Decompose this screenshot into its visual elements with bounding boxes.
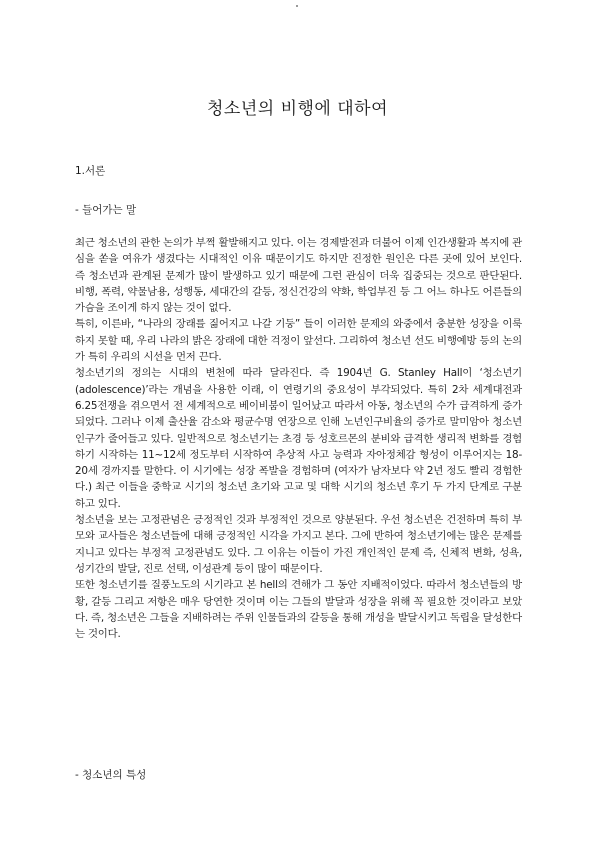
body-text: [75, 235, 522, 642]
page-marker-dot: [296, 5, 298, 7]
subheading-intro: - 들어가는 말: [75, 204, 137, 216]
section-heading: 1.서론: [75, 165, 106, 177]
document-title: 청소년의 비행에 대하여: [206, 99, 389, 119]
subheading-characteristics: - 청소년의 특성: [75, 769, 147, 781]
paragraph: 청소년기의 정의는 시대의 변천에 따라 달라진다. 즉 1904년 G. Stanley Hall이 ‘청소년기(adolescence)’라는 개념을 사용한 이래, 이 연령기의 중요성이 부각되었다. 특히 2차 세계대전과 6.25전쟁을 겪으면서 전 세계적으로 베이비붐이 일어났고 따라서 아동, 청소년의 수가 급격하게 증가되었다. 그러나 이제 출산율 감소와 평균수명 연장으로 인해 노년인구비율의 증가로 말미암아 청소년 인구가 줄어들고 있다. 일반적으로 청소년기는 초경 등 성호르몬의 분비와 급격한 생리적 변화를 경험하기 시작하는 11~12세 정도부터 시작하여 추상적 사고 능력과 자아정체감 형성이 이루어지는 18-20세 경까지를 말한다. 이 시기에는 성장 폭발을 경험하며 (여자가 남자보다 약 2년 정도 빨리 경험한다.) 최근 이들을 중학교 시기의 청소년 초기와 고교 및 대학 시기의 청소년 후기 두 가지 단계로 구분하고 있다.: [75, 367, 522, 510]
paragraph: 특히, 이른바, “나라의 장래를 짊어지고 나갈 기둥” 들이 이러한 문제의 와중에서 충분한 성장을 이룩하지 못할 때, 우리 나라의 밝은 장래에 대한 걱정이 앞선다. 그리하여 청소년 선도 비행예방 등의 논의가 특히 우리의 시선을 먼저 끈다.: [75, 318, 522, 364]
paragraph: 최근 청소년의 관한 논의가 부쩍 활발해지고 있다. 이는 경제발전과 더불어 이제 인간생활과 복지에 관심을 쏟을 여유가 생겼다는 시대적인 이유 때문이기도 하지만 진정한 원인은 다른 곳에 있어 보인다. 즉 청소년과 관계된 문제가 많이 발생하고 있기 때문에 그런 관심이 더욱 집중되는 것으로 판단된다. 비행, 폭력, 약물남용, 성행동, 세대간의 갈등, 정신건강의 약화, 학업부진 등 그 어느 하나도 어른들의 가슴을 조이게 하지 않는 것이 없다.: [75, 237, 522, 315]
paragraph: 또한 청소년기를 질풍노도의 시기라고 본 hell의 견해가 그 동안 지배적이었다. 따라서 청소년들의 방황, 갈등 그리고 저항은 매우 당연한 것이며 이는 그들의 발달과 성장을 위해 꼭 필요한 것이라고 보았다. 즉, 청소년은 그들을 지배하려는 주위 인물들과의 갈등을 통해 개성을 발달시키고 독립을 달성한다는 것이다.: [75, 579, 522, 641]
paragraph: 청소년을 보는 고정관념은 긍정적인 것과 부정적인 것으로 양분된다. 우선 청소년은 건전하며 특히 부모와 교사들은 청소년들에 대해 긍정적인 시각을 가지고 본다. 그에 반하여 청소년기에는 많은 문제를 지니고 있다는 부정적 고정관념도 있다. 그 이유는 이들이 가진 개인적인 문제 즉, 신체적 변화, 성욕, 성기간의 발달, 진로 선택, 이성관계 등이 많이 때문이다.: [75, 514, 522, 575]
